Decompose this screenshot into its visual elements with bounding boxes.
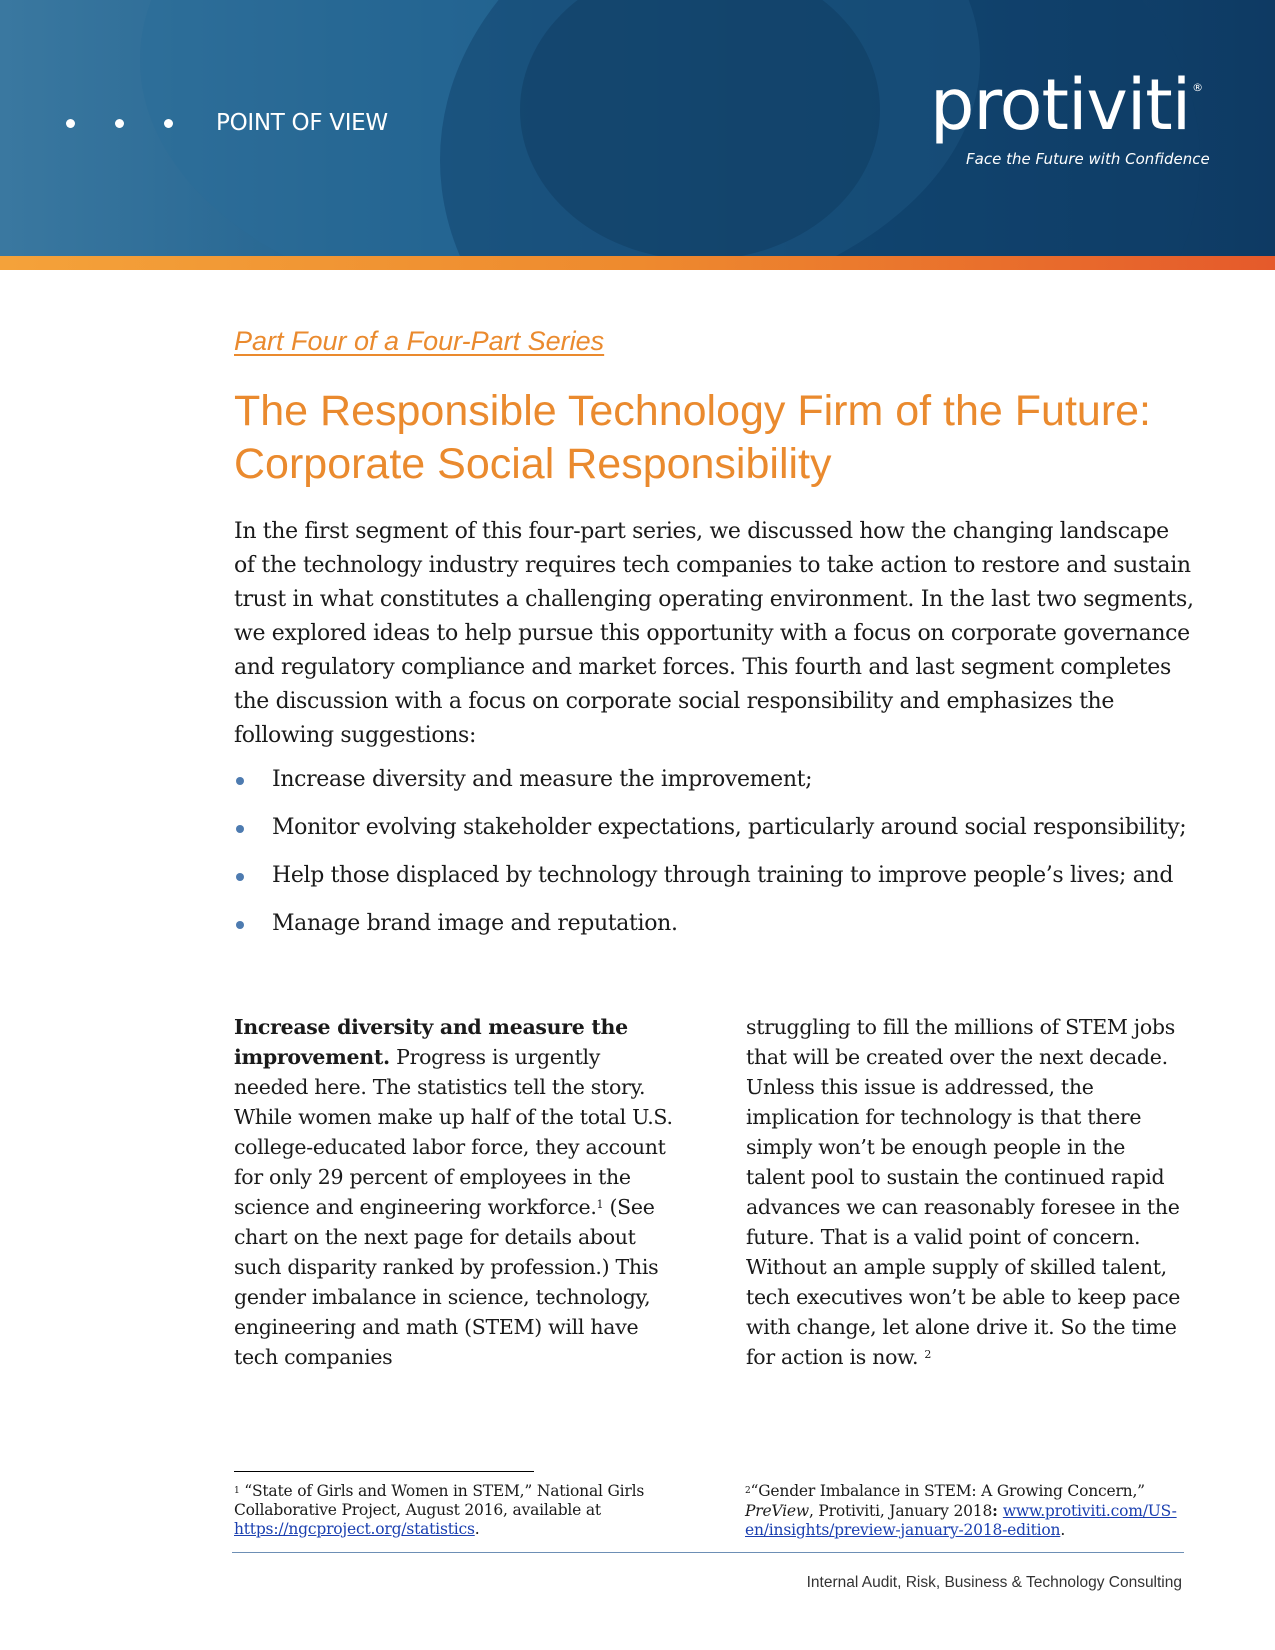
footnote-ref-1[interactable]: 1 [596, 1198, 604, 1211]
list-item: Help those displaced by technology through training to improve people’s lives; and [234, 859, 1194, 893]
footnote-divider [234, 1471, 534, 1472]
suggestion-list [234, 763, 1194, 941]
orange-stripe [0, 256, 1275, 270]
section-label: POINT OF VIEW [216, 110, 388, 136]
logo-wordmark: protiviti ® [930, 64, 1203, 146]
footer-text: Internal Audit, Risk, Business & Technology Consulting [806, 1574, 1182, 1591]
footnote-2: $^2$“Gender Imbalance in STEM: A Growing Concern,” PreView, Protiviti, January 2018: www.protiviti.com/US-en/insights/preview-january-2018-edition. [745, 1482, 1177, 1539]
right-column: struggling to fill the millions of STEM jobs that will be created over the next decade. Unless this issue is addressed, the implication for technology is that there simply won’t be enough people in the talent pool to sustain the continued rapid advances we can reasonably foresee in the future. That is a valid point of concern. Without an ample supply of skilled talent, tech executives won’t be able to keep pace with change, let alone drive it. So the time for action is now. $^2$ [746, 1015, 1181, 1369]
list-item: Monitor evolving stakeholder expectations, particularly around social responsibility; [234, 811, 1194, 845]
article-header [234, 326, 1194, 955]
two-column-body [234, 1012, 1194, 1372]
protiviti-logo[interactable] [930, 64, 1210, 168]
left-column: Increase diversity and measure the improvement. Progress is urgently needed here. The statistics tell the story. While women make up half of the total U.S. college-educated labor force, they account for only 29 percent of employees in the science and engineering workforce.$^1$ (See chart on the next page for details about such disparity ranked by profession.) This gender imbalance in science, technology, engineering and math (STEM) will have tech companies [234, 1015, 673, 1369]
bullet-icon [236, 825, 244, 833]
dot-icon [164, 119, 173, 128]
dot-icon [115, 119, 124, 128]
intro-paragraph: In the first segment of this four-part series, we discussed how the changing landscape of the technology industry requires tech companies to take action to restore and sustain trust in what constitutes a challenging operating environment. In the last two segments, we explored ideas to help pursue this opportunity with a focus on corporate governance and regulatory compliance and market forces. This fourth and last segment completes the discussion with a focus on corporate social responsibility and emphasizes the following suggestions: [234, 519, 1194, 748]
point-of-view-label [66, 103, 388, 143]
article-title: The Responsible Technology Firm of the Future: Corporate Social Responsibility [234, 387, 1152, 488]
bullet-icon [236, 921, 244, 929]
section-heading: Increase diversity and measure the improvement. [234, 1015, 628, 1069]
header-banner [0, 0, 1275, 258]
footer-divider [232, 1552, 1184, 1553]
dot-icon [66, 119, 75, 128]
series-label: Part Four of a Four-Part Series [234, 326, 605, 356]
list-item: Increase diversity and measure the improvement; [234, 763, 1194, 797]
footnote-1-link[interactable]: https://ngcproject.org/statistics [234, 1520, 475, 1538]
bullet-icon [236, 873, 244, 881]
logo-tagline: Face the Future with Confidence [966, 150, 1210, 168]
footnote-ref-2[interactable]: 2 [924, 1348, 932, 1361]
footnote-2-link[interactable]: www.protiviti.com/US-en/insights/preview-january-2018-edition [745, 1502, 1177, 1539]
bullet-icon [236, 777, 244, 785]
list-item: Manage brand image and reputation. [234, 907, 1194, 941]
footnote-1: $^1$ “State of Girls and Women in STEM,” National Girls Collaborative Project, August 2016, available at https://ngcproject.org/statistics. [234, 1482, 645, 1538]
